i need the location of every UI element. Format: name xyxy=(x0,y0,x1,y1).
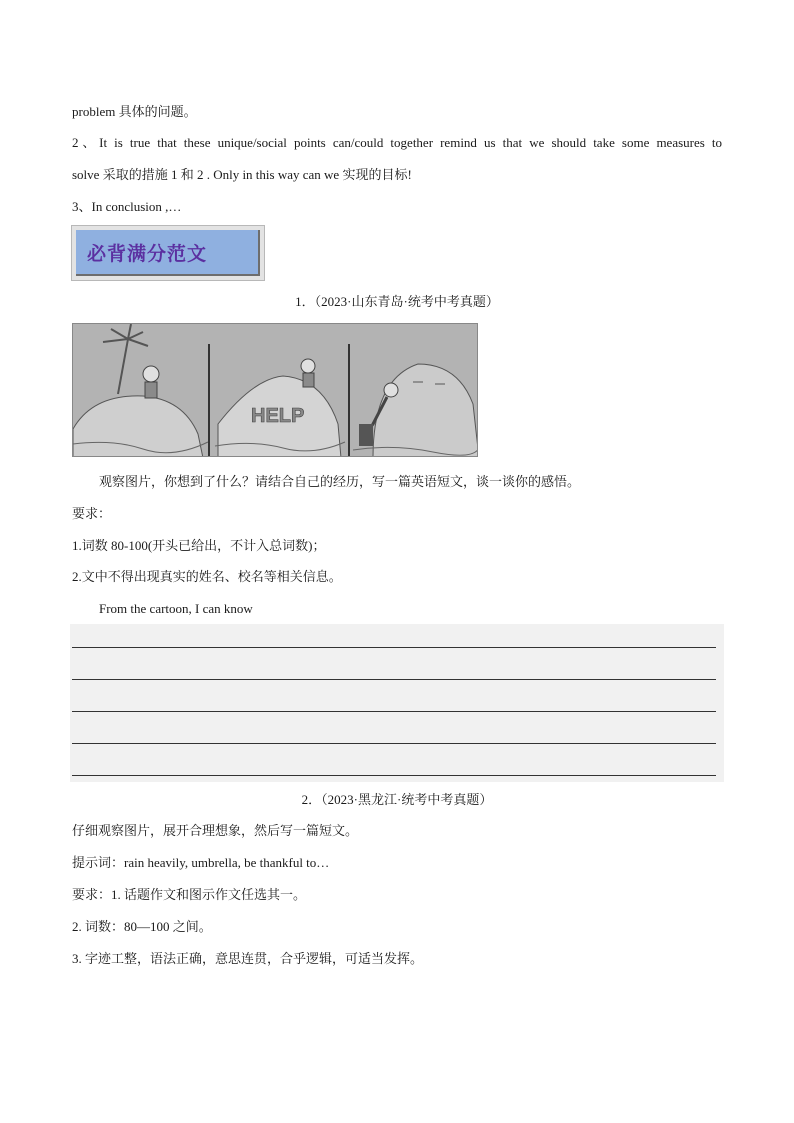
question-2-requirement-3: 3. 字迹工整，语法正确，意思连贯，合乎逻辑，可适当发挥。 xyxy=(72,951,424,966)
question-1-prompt: 观察图片，你想到了什么？请结合自己的经历，写一篇英语短文，谈一谈你的感悟。 xyxy=(99,474,581,489)
intro-line-4: 3、In conclusion ,… xyxy=(72,199,182,214)
question-1-requirement-2: 2.文中不得出现真实的姓名、校名等相关信息。 xyxy=(72,569,342,584)
intro-line-2: 2、It is true that these unique/social points can/could together remind us that we should take some measures to xyxy=(72,135,722,150)
question-1-requirement-1: 1.词数 80-100(开头已给出，不计入总词数)； xyxy=(72,538,326,553)
intro-line-1: problem 具体的问题。 xyxy=(72,104,197,119)
answer-rule-line xyxy=(72,647,716,648)
question-1-starter: From the cartoon, I can know xyxy=(99,601,253,616)
question-1-heading: 1．（2023·山东青岛·统考中考真题） xyxy=(295,294,499,309)
answer-writing-area[interactable] xyxy=(70,624,724,782)
cartoon-help-text: HELP xyxy=(251,405,305,427)
answer-rule-line xyxy=(72,775,716,776)
answer-rule-line xyxy=(72,679,716,680)
answer-rule-line xyxy=(72,743,716,744)
question-2-hint: 提示词：rain heavily, umbrella, be thankful to… xyxy=(72,855,330,870)
answer-rule-line xyxy=(72,711,716,712)
question-1-cartoon-image xyxy=(72,323,478,457)
section-banner xyxy=(71,225,265,281)
section-banner-title: 必背满分范文 xyxy=(87,242,208,265)
question-2-requirement-1: 要求：1. 话题作文和图示作文任选其一。 xyxy=(72,887,307,902)
question-2-requirement-2: 2. 词数：80—100 之间。 xyxy=(72,919,212,934)
section-banner-panel xyxy=(76,230,260,276)
intro-line-3: solve 采取的措施 1 和 2 . Only in this way can we 实现的目标! xyxy=(72,167,412,182)
question-1-requirements-label: 要求： xyxy=(72,506,112,521)
question-2-heading: 2．（2023·黑龙江·统考中考真题） xyxy=(301,792,493,807)
question-2-prompt: 仔细观察图片，展开合理想象，然后写一篇短文。 xyxy=(72,823,359,838)
